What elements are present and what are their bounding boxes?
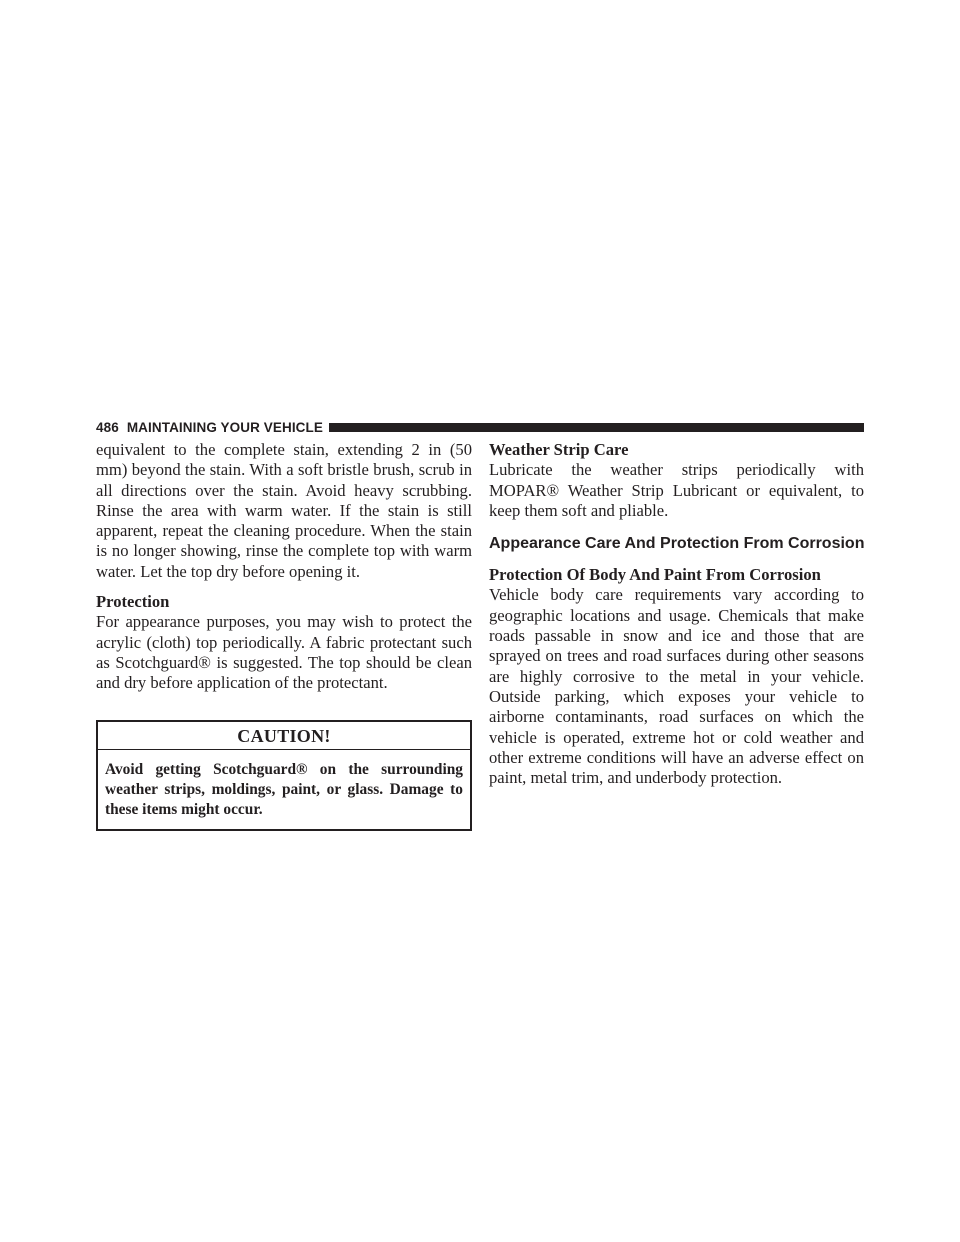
weather-strip-paragraph: Lubricate the weather strips periodically with MOPAR® Weather Strip Lubricant or equivalent, to keep them soft and pliable. (489, 460, 864, 520)
caution-title: CAUTION! (98, 722, 470, 750)
right-column (489, 440, 864, 788)
caution-box (96, 720, 472, 832)
page-number: 486 (96, 419, 119, 435)
stain-cleaning-paragraph: equivalent to the complete stain, extending 2 in (50 mm) beyond the stain. With a soft bristle brush, scrub in all directions over the stain. Avoid heavy scrubbing. Rinse the area with warm water. If the stain is still apparent, repeat the cleaning procedure. When the stain is no longer showing, rinse the complete top with warm water. Let the top dry before opening it. (96, 440, 472, 581)
weather-strip-heading: Weather Strip Care (489, 440, 629, 459)
left-column (96, 440, 472, 831)
corrosion-heading: Protection Of Body And Paint From Corrosion (489, 565, 821, 585)
section-title: Appearance Care And Protection From Corrosion (489, 535, 865, 553)
caution-text: Avoid getting Scotchguard® on the surrounding weather strips, moldings, paint, or glass. Damage to these items might occur. (105, 760, 463, 819)
section-name: MAINTAINING YOUR VEHICLE (126, 419, 323, 435)
protection-paragraph: For appearance purposes, you may wish to protect the acrylic (cloth) top periodically. A fabric protectant such as Scotchguard® is suggested. The top should be clean and dry before application of the protectant. (96, 612, 472, 693)
corrosion-paragraph: Vehicle body care requirements vary according to geographic locations and usage. Chemicals that make roads passable in snow and ice and those that are sprayed on trees and road surfaces during other seasons are highly corrosive to the metal in your vehicle. Outside parking, which exposes your vehicle to airborne contaminants, road surfaces on which the vehicle is operated, extreme hot or cold weather and other extreme conditions will have an adverse effect on paint, metal trim, and underbody protection. (489, 585, 864, 788)
header-rule (329, 423, 864, 432)
page-header (96, 418, 864, 436)
protection-heading: Protection (96, 592, 170, 612)
